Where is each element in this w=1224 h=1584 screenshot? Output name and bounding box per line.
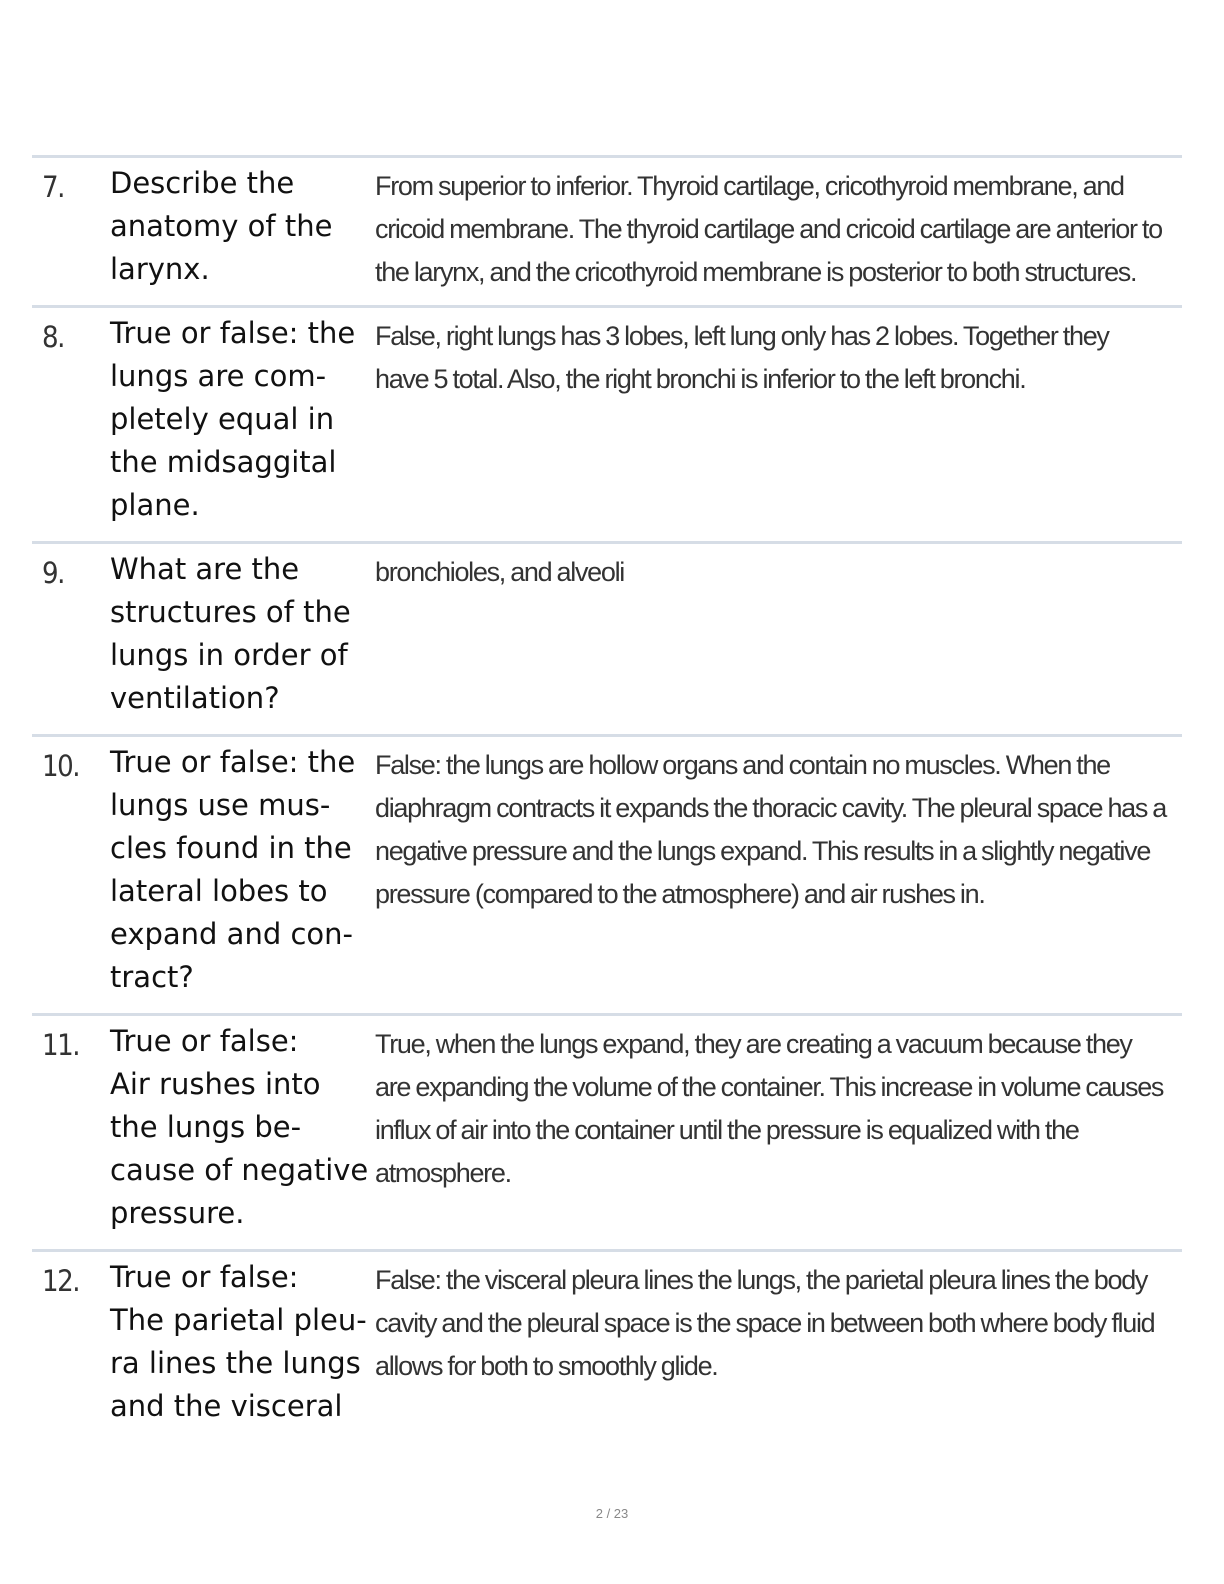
term-line: the midsaggital bbox=[110, 445, 337, 479]
term-line: ra lines the lungs bbox=[110, 1346, 361, 1380]
card-term bbox=[110, 737, 375, 1013]
flashcard-row bbox=[32, 158, 1182, 308]
card-number: 11. bbox=[42, 1028, 79, 1062]
term-line: True or false: bbox=[110, 1260, 299, 1294]
card-definition: From superior to inferior. Thyroid cartilage, cricothyroid membrane, and cricoid membrane. The thyroid cartilage and cricoid cartilage are anterior to the larynx, and the cricothyroid membrane is posterior to both structures. bbox=[375, 171, 1162, 287]
term-line: cles found in the bbox=[110, 831, 352, 865]
term-line: pletely equal in bbox=[110, 402, 335, 436]
flashcard-row bbox=[32, 308, 1182, 544]
term-line: lungs in order of bbox=[110, 638, 348, 672]
term-line: True or false: the bbox=[110, 316, 356, 350]
term-line: ventilation? bbox=[110, 681, 280, 715]
card-number: 12. bbox=[42, 1264, 79, 1298]
term-line: The parietal pleu- bbox=[110, 1303, 367, 1337]
term-line: larynx. bbox=[110, 252, 210, 286]
term-line: True or false: the bbox=[110, 745, 356, 779]
flashcard-row bbox=[32, 1252, 1182, 1442]
term-line: expand and con- bbox=[110, 917, 353, 951]
term-line: Describe the bbox=[110, 166, 295, 200]
term-line: lungs use mus- bbox=[110, 788, 331, 822]
card-term bbox=[110, 544, 375, 734]
term-line: lungs are com- bbox=[110, 359, 327, 393]
term-line: What are the bbox=[110, 552, 300, 586]
card-term bbox=[110, 308, 375, 541]
term-line: and the visceral bbox=[110, 1389, 343, 1423]
term-line: tract? bbox=[110, 960, 194, 994]
page-number: 2 / 23 bbox=[595, 1506, 629, 1521]
term-line: lateral lobes to bbox=[110, 874, 328, 908]
term-line: cause of negative bbox=[110, 1153, 369, 1187]
term-line: plane. bbox=[110, 488, 200, 522]
card-term bbox=[110, 1252, 375, 1442]
term-line: True or false: bbox=[110, 1024, 299, 1058]
flashcard-row bbox=[32, 1016, 1182, 1252]
term-line: anatomy of the bbox=[110, 209, 333, 243]
card-number: 9. bbox=[42, 556, 64, 590]
term-line: pressure. bbox=[110, 1196, 245, 1230]
card-definition: bronchioles, and alveoli bbox=[375, 557, 624, 587]
term-line: the lungs be- bbox=[110, 1110, 302, 1144]
term-line: structures of the bbox=[110, 595, 351, 629]
card-number: 10. bbox=[42, 749, 79, 783]
flashcard-table bbox=[32, 155, 1182, 1442]
card-term bbox=[110, 1016, 375, 1249]
card-number: 7. bbox=[42, 170, 64, 204]
card-definition: False: the visceral pleura lines the lungs, the parietal pleura lines the body cavity and the pleural space is the space in between both where body fluid allows for both to smoothly glide. bbox=[375, 1265, 1155, 1381]
card-term bbox=[110, 158, 375, 305]
card-number: 8. bbox=[42, 320, 64, 354]
card-definition: True, when the lungs expand, they are creating a vacuum because they are expanding the volume of the container. This increase in volume causes influx of air into the container until the pressure is equalized with the atmosphere. bbox=[375, 1029, 1164, 1188]
card-definition: False, right lungs has 3 lobes, left lung only has 2 lobes. Together they have 5 total. Also, the right bronchi is inferior to the left bronchi. bbox=[375, 321, 1109, 394]
flashcard-row bbox=[32, 544, 1182, 737]
card-definition: False: the lungs are hollow organs and contain no muscles. When the diaphragm contracts it expands the thoracic cavity. The pleural space has a negative pressure and the lungs expand. This results in a slightly negative pressure (compared to the atmosphere) and air rushes in. bbox=[375, 750, 1166, 909]
term-line: Air rushes into bbox=[110, 1067, 321, 1101]
flashcard-row bbox=[32, 737, 1182, 1016]
